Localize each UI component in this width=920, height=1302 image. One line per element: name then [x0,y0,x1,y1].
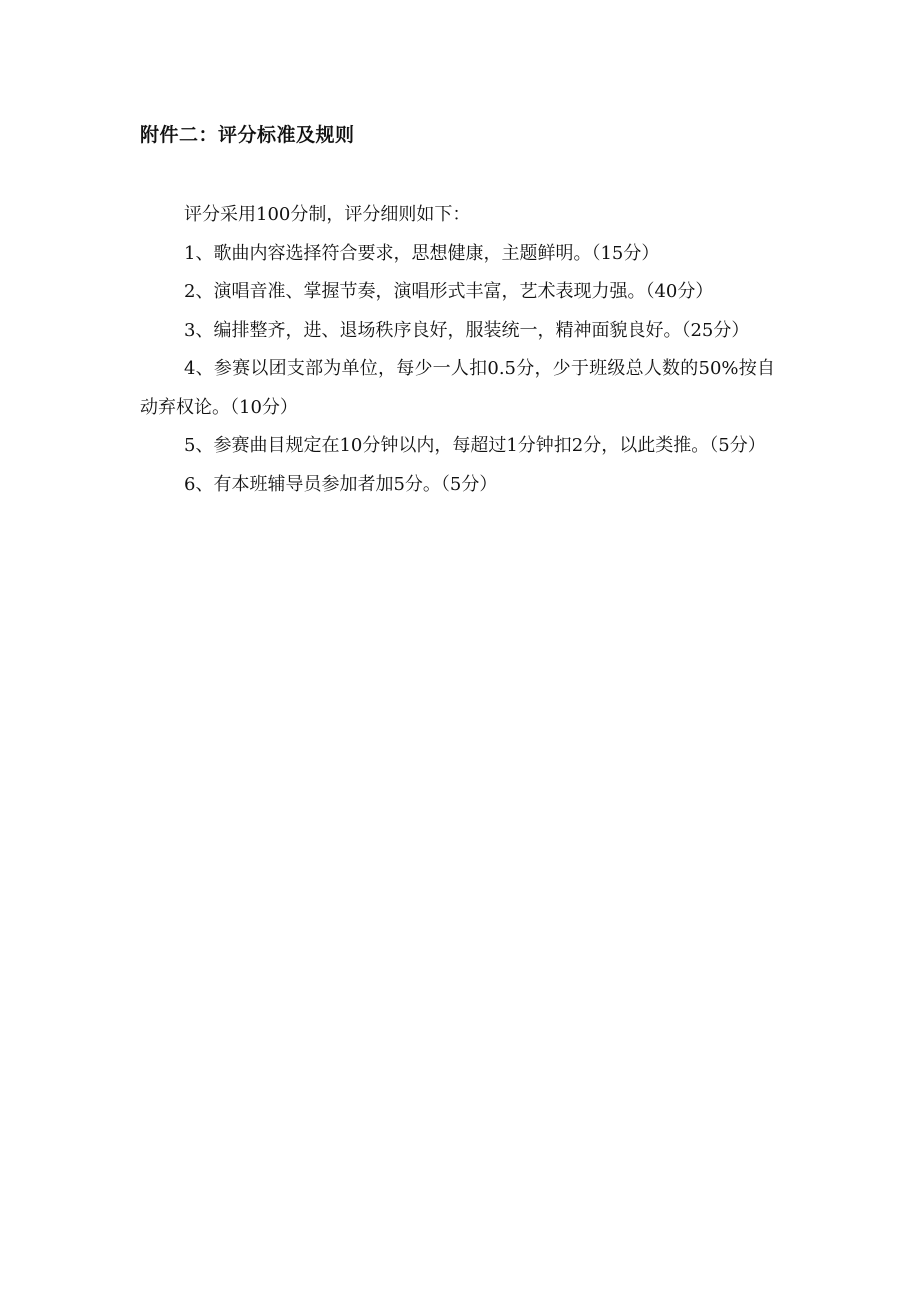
rule-item-3: 3、编排整齐，进、退场秩序良好，服装统一，精神面貌良好。（25分） [184,319,750,341]
rule-item-6: 6、有本班辅导员参加者加5分。（5分） [184,473,498,495]
attachment-heading: 附件二：评分标准及规则 [140,124,355,146]
rule-item-5: 5、参赛曲目规定在10分钟以内，每超过1分钟扣2分，以此类推。（5分） [184,435,766,456]
scoring-intro: 评分采用100分制，评分细则如下： [184,204,471,225]
rule-item-2: 2、演唱音准、掌握节奏，演唱形式丰富，艺术表现力强。（40分） [184,281,714,302]
rule-item-1: 1、歌曲内容选择符合要求，思想健康，主题鲜明。（15分） [184,242,660,264]
rules-body [140,196,775,504]
rule-item-4: 4、参赛以团支部为单位，每少一人扣0.5分，少于班级总人数的50%按自动弃权论。（10分） [140,358,775,418]
